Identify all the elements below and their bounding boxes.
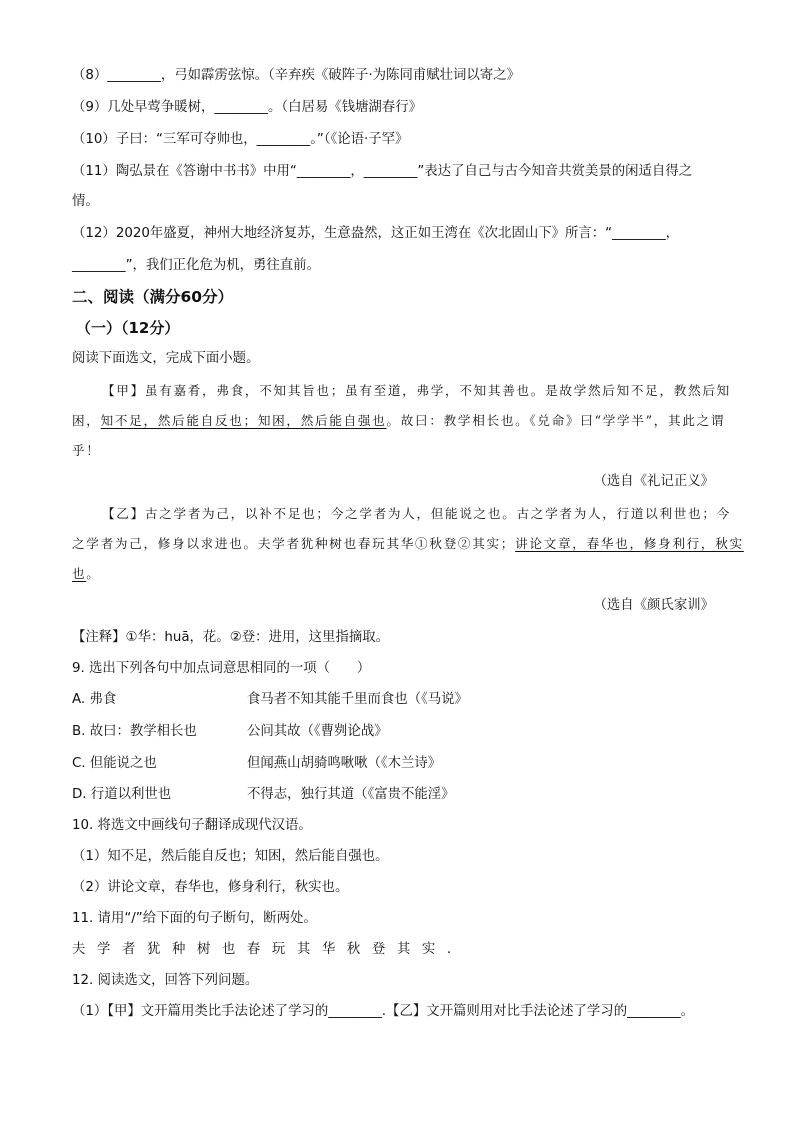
option-b-left: B. 故曰：教学相长也 — [72, 724, 197, 739]
part-title: （一）（12分） — [76, 319, 180, 337]
underlined-sentence: 知不足，然后能自反也；知困，然后能自强也 — [100, 413, 387, 428]
fill-blank-q11-line1: （11）陶弘景在《答谢中书书》中用“________，________”表达了自己与古今知音共赏美景的闲适自得之 — [72, 164, 693, 179]
question-12-stem: 12. 阅读选文，回答下列问题。 — [72, 973, 259, 988]
passage-jia-line2 — [72, 411, 725, 431]
underlined-sentence: 也 — [72, 566, 87, 581]
passage-yi-line1: 【乙】古之学者为己，以补不足也；今之学者为人，但能说之也。古之学者为人，行道以利世也；今 — [102, 506, 731, 521]
passage-text: 。 — [86, 566, 101, 581]
passage-jia-line3: 乎！ — [72, 443, 101, 458]
option-d-left: D. 行道以利世也 — [72, 787, 172, 802]
passage-text: 困， — [72, 413, 101, 428]
question-11-stem: 11. 请用“/”给下面的句子断句，断两处。 — [72, 911, 317, 926]
underlined-sentence: 讲论文章，春华也，修身利行，秋实 — [515, 536, 744, 551]
option-a-right: 食马者不知其能千里而食也（《马说》 — [247, 692, 468, 707]
passage-jia-line1: 【甲】虽有嘉肴，弗食，不知其旨也；虽有至道，弗学，不知其善也。是故学然后知不足，教然后知 — [102, 383, 731, 398]
question-11-sentence: 夫学者犹种树也春玩其华秋登其实. — [72, 942, 463, 957]
passage-yi-line3 — [72, 564, 101, 584]
fill-blank-q11-line2: 情。 — [72, 194, 99, 209]
option-b-right: 公问其故（《曹刿论战》 — [247, 724, 388, 739]
fill-blank-q12-line2: ________”，我们正化危为机，勇往直前。 — [72, 258, 320, 273]
option-a-left: A. 弗食 — [72, 692, 117, 707]
passage-yi-line2 — [72, 534, 744, 554]
section-title: 二、阅读（满分60分） — [72, 288, 234, 306]
question-9-stem: 9. 选出下列各句中加点词意思相同的一项（ ） — [72, 661, 371, 676]
fill-blank-q8: （8）________，弓如霹雳弦惊。（辛弃疾《破阵子·为陈同甫赋壮词以寄之》 — [72, 68, 520, 83]
passage-text: 之学者为己，修身以求进也。夫学者犹种树也春玩其华①秋登②其实； — [72, 536, 516, 551]
fill-blank-q10: （10）子曰：“三军可夺帅也，________。”（《论语·子罕》 — [72, 132, 409, 147]
fill-blank-q9: （9）几处早莺争暖树，________。（白居易《钱塘湖春行》 — [72, 100, 422, 115]
reading-instruction: 阅读下面选文，完成下面小题。 — [72, 351, 260, 366]
passage-jia-source: （选自《礼记正义》 — [593, 474, 714, 489]
passage-yi-source: （选自《颜氏家训》 — [593, 598, 714, 613]
question-10-sub1: （1）知不足，然后能自反也；知困，然后能自强也。 — [72, 849, 389, 864]
question-10-sub2: （2）讲论文章，春华也，修身利行，秋实也。 — [72, 880, 349, 895]
option-c-right: 但闻燕山胡骑鸣啾啾（《木兰诗》 — [247, 756, 442, 771]
fill-blank-q12-line1: （12）2020年盛夏，神州大地经济复苏，生意盎然，这正如王湾在《次北固山下》所言：“________， — [72, 226, 680, 241]
question-10-stem: 10. 将选文中画线句子翻译成现代汉语。 — [72, 818, 312, 833]
passage-text: 。故曰：教学相长也。《兑命》曰“学学半”，其此之谓 — [386, 413, 726, 428]
annotation-note: 【注释】①华：huā，花。②登：进用，这里指摘取。 — [72, 630, 389, 645]
option-c-left: C. 但能说之也 — [72, 756, 157, 771]
option-d-right: 不得志，独行其道（《富贵不能淫》 — [247, 787, 455, 802]
question-12-sub1: （1）【甲】文开篇用类比手法论述了学习的________.【乙】文开篇则用对比手法论述了学习的________。 — [72, 1004, 695, 1019]
